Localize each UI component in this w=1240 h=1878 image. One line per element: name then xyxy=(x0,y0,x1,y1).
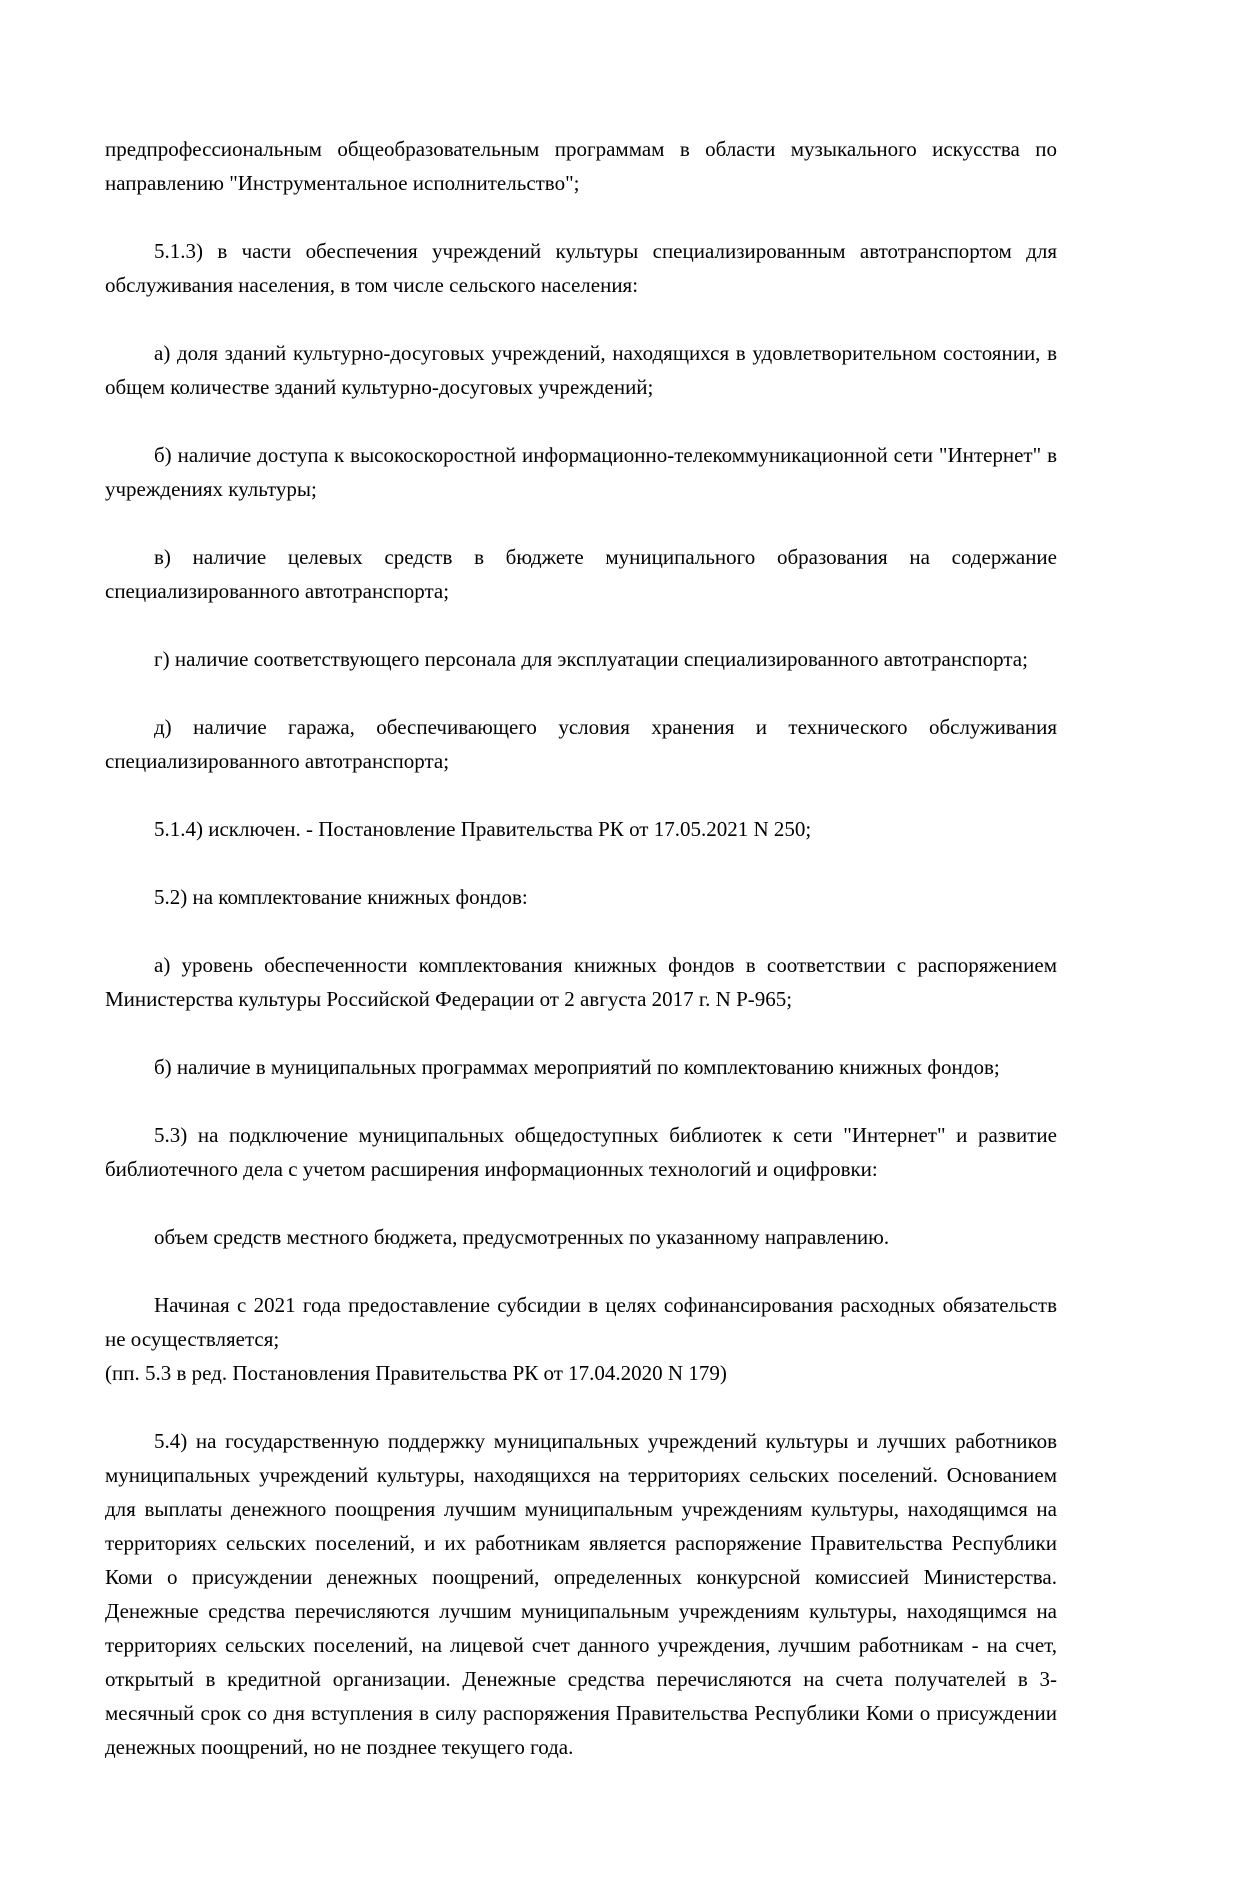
paragraph-continuation: предпрофессиональным общеобразовательным программам в области музыкального искусства по направлению "Инструментальное исполнительство"; xyxy=(105,137,1057,195)
paragraph-5-3-revision-note: (пп. 5.3 в ред. Постановления Правительства РК от 17.04.2020 N 179) xyxy=(105,1361,727,1385)
paragraph-5-1-3-v: в) наличие целевых средств в бюджете муниципального образования на содержание специализированного автотранспорта; xyxy=(105,545,1057,603)
paragraph-5-2: 5.2) на комплектование книжных фондов: xyxy=(154,885,528,909)
paragraph-5-2-a: а) уровень обеспеченности комплектования книжных фондов в соответствии с распоряжением Министерства культуры Российской Федерации от 2 августа 2017 г. N Р-965; xyxy=(105,953,1057,1011)
paragraph-5-2-b: б) наличие в муниципальных программах мероприятий по комплектованию книжных фондов; xyxy=(154,1055,1000,1079)
paragraph-5-1-4: 5.1.4) исключен. - Постановление Правительства РК от 17.05.2021 N 250; xyxy=(154,817,812,841)
paragraph-5-3-volume: объем средств местного бюджета, предусмотренных по указанному направлению. xyxy=(154,1225,890,1249)
paragraph-5-1-3-g: г) наличие соответствующего персонала для эксплуатации специализированного автотранспорта; xyxy=(154,647,1028,671)
paragraph-5-4: 5.4) на государственную поддержку муниципальных учреждений культуры и лучших работников муниципальных учреждений культуры, находящихся на территориях сельских поселений. Основанием для выплаты денежного поощрения лучшим муниципальным учреждениям культуры, находящимся на территориях сельских поселений, и их работникам является распоряжение Правительства Республики Коми о присуждении денежных поощрений, определенных конкурсной комиссией Министерства. Денежные средства перечисляются лучшим муниципальным учреждениям культуры, находящимся на территориях сельских поселений, на лицевой счет данного учреждения, лучшим работникам - на счет, открытый в кредитной организации. Денежные средства перечисляются на счета получателей в 3-месячный срок со дня вступления в силу распоряжения Правительства Республики Коми о присуждении денежных поощрений, но не позднее текущего года. xyxy=(105,1429,1057,1759)
paragraph-5-1-3-d: д) наличие гаража, обеспечивающего условия хранения и технического обслуживания специализированного автотранспорта; xyxy=(105,715,1057,773)
paragraph-5-1-3-b: б) наличие доступа к высокоскоростной информационно-телекоммуникационной сети "Интернет" в учреждениях культуры; xyxy=(105,443,1057,501)
paragraph-5-1-3: 5.1.3) в части обеспечения учреждений культуры специализированным автотранспортом для обслуживания населения, в том числе сельского населения: xyxy=(105,239,1057,297)
paragraph-5-3: 5.3) на подключение муниципальных общедоступных библиотек к сети "Интернет" и развитие библиотечного дела с учетом расширения информационных технологий и оцифровки: xyxy=(105,1123,1057,1181)
paragraph-5-3-note-body: Начиная с 2021 года предоставление субсидии в целях софинансирования расходных обязательств не осуществляется; xyxy=(105,1293,1057,1351)
paragraph-5-1-3-a: а) доля зданий культурно-досуговых учреждений, находящихся в удовлетворительном состоянии, в общем количестве зданий культурно-досуговых учреждений; xyxy=(105,341,1057,399)
